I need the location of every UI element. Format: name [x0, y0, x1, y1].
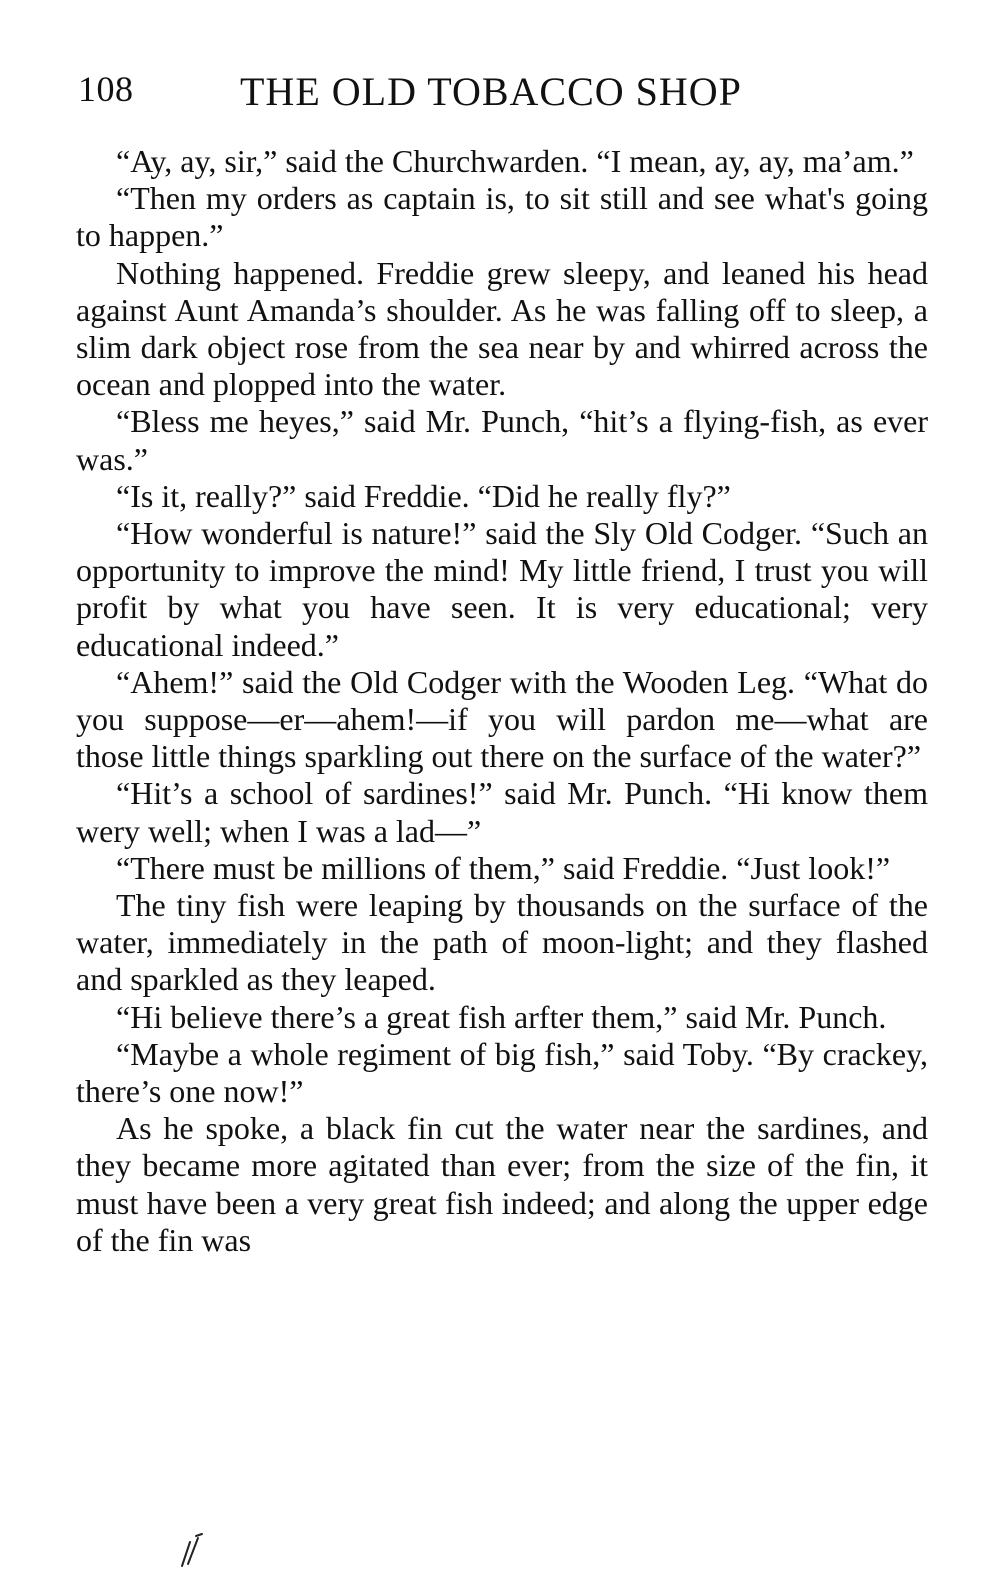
body-text: [76, 143, 928, 1259]
paragraph: “Ay, ay, sir,” said the Churchwarden. “I mean, ay, ay, ma’am.”: [116, 143, 914, 179]
paragraph: “Maybe a whole regiment of big fish,” said Toby. “By crackey, there’s one now!”: [76, 1035, 928, 1110]
paragraph: “Hi believe there’s a great fish arfter them,” said Mr. Punch.: [116, 998, 887, 1035]
paragraph: “There must be millions of them,” said Freddie. “Just look!”: [116, 849, 891, 886]
page-number: 108: [78, 69, 134, 109]
paragraph: “Ahem!” said the Old Codger with the Wooden Leg. “What do you suppose—er—ahem!—if you will pardon me—what are those little things sparkling out there on the surface of the water?”: [76, 663, 928, 775]
page-header: [78, 62, 928, 122]
paragraph: “How wonderful is nature!” said the Sly Old Codger. “Such an opportunity to improve the mind! My little friend, I trust you will profit by what you have seen. It is very educational; very educational indeed.”: [76, 515, 928, 663]
pencil-mark-icon: [176, 1528, 216, 1568]
paragraph: Nothing happened. Freddie grew sleepy, and leaned his head against Aunt Amanda’s shoulder. As he was falling off to sleep, a slim dark object rose from the sea near by and whirred across the ocean and plopped into the water.: [76, 254, 928, 403]
paragraph: “Bless me heyes,” said Mr. Punch, “hit’s a flying-fish, as ever was.”: [76, 403, 928, 477]
paragraph: “Then my orders as captain is, to sit still and see what's going to happen.”: [76, 180, 928, 254]
paragraph: The tiny fish were leaping by thousands on the surface of the water, immediately in the path of moon-light; and they flashed and sparkled as they leaped.: [76, 887, 928, 998]
paragraph: As he spoke, a black fin cut the water near the sardines, and they became more agitated than ever; from the size of the fin, it must have been a very great fish indeed; and along the upper edge of the fin was: [76, 1110, 928, 1258]
running-title: THE OLD TOBACCO SHOP: [240, 69, 742, 114]
paragraph: “Hit’s a school of sardines!” said Mr. Punch. “Hi know them wery well; when I was a lad—”: [76, 775, 928, 849]
paragraph: “Is it, really?” said Freddie. “Did he really fly?”: [116, 477, 731, 514]
